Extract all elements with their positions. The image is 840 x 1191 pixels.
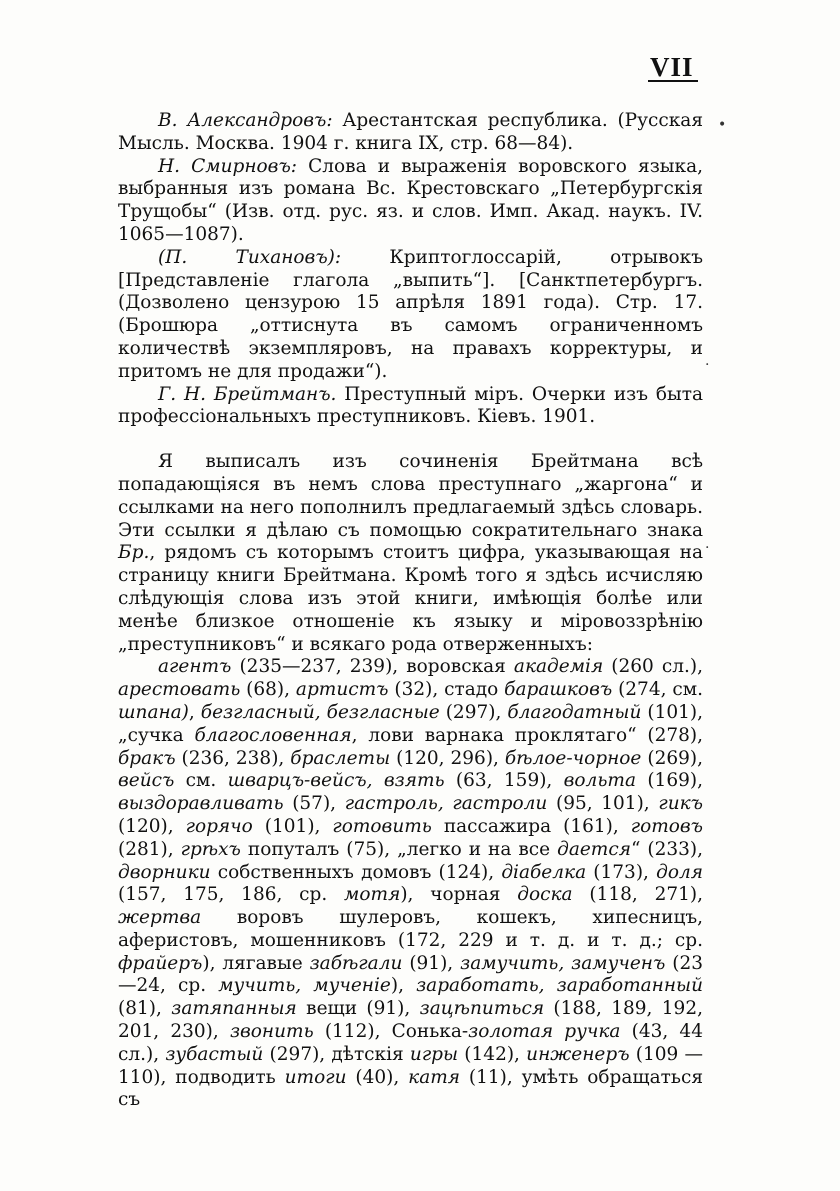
margin-mark: •	[718, 117, 727, 133]
list-text: (169),	[636, 770, 703, 792]
term: забѣгали	[309, 952, 403, 974]
bib-entry	[118, 156, 703, 247]
bib-author: Г. Н. Брейтманъ.	[158, 383, 337, 405]
term: итоги	[284, 1066, 347, 1088]
list-text: (95, 101),	[547, 793, 659, 815]
list-text: (91),	[402, 952, 461, 974]
list-text: (68),	[240, 679, 296, 701]
list-text: ), лягавые	[202, 952, 310, 974]
term: бракъ	[118, 747, 176, 769]
word-list-paragraph	[118, 656, 703, 1112]
list-text: (40),	[346, 1066, 409, 1088]
term: золотая ручка	[468, 1021, 621, 1043]
list-text: (32), стадо	[388, 679, 505, 701]
bib-author: (П. Тихановъ):	[158, 246, 342, 268]
list-text: (236, 238),	[175, 747, 291, 769]
list-text: (63, 159),	[444, 770, 564, 792]
term: діабелка	[501, 861, 587, 883]
list-text: (235—237, 239), воровская	[231, 656, 514, 678]
term: агентъ	[158, 656, 232, 678]
term: бѣлое-чорное	[504, 747, 642, 769]
intro-text: , рядомъ съ которымъ стоитъ цифра, указывающая на страницу книги Брейтмана. Кромѣ того я здѣсь исчисляю слѣдующія слова изъ этой книги, имѣющія болѣе или менѣе близкое отношеніе къ языку и міровоззрѣнію „преступниковъ“ и всякаго рода отверженныхъ:	[118, 542, 703, 655]
list-text: (101),	[252, 815, 333, 837]
intro-paragraph	[118, 451, 703, 656]
list-text: (11), умѣть обращаться съ	[118, 1066, 703, 1111]
term: мучить, мученіе	[218, 975, 391, 997]
term: замучить, замученъ	[460, 952, 666, 974]
term: готовить	[332, 815, 432, 837]
list-text: (274, см.	[612, 679, 703, 701]
list-text: см.	[174, 770, 228, 792]
term: шварцъ-вейсъ, взять	[227, 770, 445, 792]
list-text: (23—24, ср.	[118, 952, 703, 997]
term: барашковъ	[504, 679, 613, 701]
term: грѣхъ	[180, 838, 241, 860]
list-text: (118, 271),	[572, 884, 703, 906]
list-text: пассажира (161),	[431, 815, 631, 837]
list-text: (188, 189, 192, 201, 230),	[118, 998, 703, 1043]
bib-entry	[118, 247, 703, 384]
term: дается	[557, 838, 631, 860]
list-text: (269),	[641, 747, 703, 769]
margin-mark: .	[705, 353, 710, 369]
term: зубастый	[165, 1043, 264, 1065]
list-text: (120),	[118, 815, 186, 837]
list-text: воровъ шулеровъ, кошекъ, хипесницъ, аферистовъ, мошенниковъ (172, 229 и т. д. и т. д.; ср.	[118, 907, 703, 951]
term: катя	[408, 1066, 461, 1088]
list-text: (157, 175, 186, ср.	[118, 884, 345, 906]
page-number: VII	[650, 52, 694, 82]
margin-mark: .	[705, 536, 710, 552]
list-text: (297), дѣтскія	[263, 1043, 410, 1065]
page-body	[118, 110, 703, 1112]
list-text: (57),	[283, 793, 345, 815]
list-text: ), чорная	[400, 884, 518, 906]
term: мотя	[344, 884, 401, 906]
term: вольта	[563, 770, 636, 792]
list-text: ,	[188, 701, 201, 723]
term: вейсъ	[118, 770, 175, 792]
bib-text: Криптоглоссарій, отрывокъ [Представленіе глагола „выпить“]. [Санктпетербургъ. (Дозволено цензурою 15 апрѣля 1891 года). Стр. 17. (Брошюра „оттиснута въ самомъ ограниченномъ количествѣ экземпляровъ, на правахъ корректуры, и притомъ не для продажи“).	[118, 246, 703, 382]
term: арестовать	[118, 679, 241, 701]
term: фрайеръ	[118, 952, 203, 974]
list-text: (81),	[118, 998, 172, 1020]
bib-text: Преступный міръ. Очерки изъ быта профессіональныхъ преступниковъ. Кіевъ. 1901.	[118, 383, 703, 428]
list-text: ),	[390, 975, 417, 997]
list-text: (112), Сонька-	[313, 1021, 469, 1043]
list-text: (281),	[118, 838, 181, 860]
term: дворники	[118, 861, 211, 883]
list-text: попуталъ (75), „легко и на все	[240, 838, 558, 860]
list-text: (43, 44 сл.),	[118, 1021, 703, 1065]
term: готовъ	[630, 815, 703, 837]
list-text: , лови варнака проклятаго“ (278),	[351, 724, 703, 746]
term: доля	[656, 861, 704, 883]
term: игры	[409, 1043, 459, 1065]
bibliography	[118, 110, 703, 429]
term: инженеръ	[526, 1043, 630, 1065]
list-text: (260 сл.),	[603, 656, 703, 678]
term: благословенная	[194, 724, 352, 746]
list-text: “ (233),	[630, 838, 704, 860]
bib-text: Слова и выраженія воровского языка, выбранныя изъ романа Вс. Крестовскаго „Петербургскія Трущобы“ (Изв. отд. рус. яз. и слов. Имп. Акад. наукъ. IV. 1065—1087).	[118, 155, 703, 245]
list-text: (297),	[439, 701, 508, 723]
bib-author: Н. Смирновъ:	[158, 155, 298, 177]
bib-entry	[118, 110, 703, 156]
bib-entry	[118, 384, 703, 430]
term: жертва	[118, 907, 202, 929]
list-text: вещи (91),	[296, 998, 420, 1020]
word-list	[118, 656, 703, 1112]
term: доска	[517, 884, 573, 906]
term: академія	[513, 656, 604, 678]
term: благодатный	[507, 701, 642, 723]
term: заработать, заработанный	[416, 975, 704, 997]
term: шпана)	[118, 701, 189, 723]
term: артистъ	[295, 679, 389, 701]
list-text: (120, 296),	[390, 747, 505, 769]
term: звонить	[229, 1021, 314, 1043]
term: браслеты	[290, 747, 391, 769]
list-text: (142),	[458, 1043, 527, 1065]
term: затяпанныя	[171, 998, 297, 1020]
abbreviation: Бр.	[118, 542, 150, 564]
term: зацѣпиться	[419, 998, 545, 1020]
list-text: (109 — 110), подводить	[118, 1043, 704, 1088]
term: безгласный, безгласные	[200, 701, 440, 723]
term: гикъ	[658, 793, 703, 815]
list-text: собственныхъ домовъ (124),	[210, 861, 502, 883]
term: выздоравливать	[118, 793, 284, 815]
bib-text: Арестантская республика. (Русская Мысль. Москва. 1904 г. книга IX, стр. 68—84).	[118, 110, 703, 154]
list-text: (173),	[586, 861, 657, 883]
intro-text: Я выписалъ изъ сочиненія Брейтмана всѣ попадающіяся въ немъ слова преступнаго „жаргона“ и ссылками на него пополнилъ предлагаемый здѣсь словарь. Эти ссылки я дѣлаю съ помощью сократительнаго знака	[118, 451, 703, 541]
term: гастроль, гастроли	[344, 793, 548, 815]
list-text: (101), „сучка	[118, 701, 704, 746]
bib-author: В. Александровъ:	[158, 110, 333, 131]
term: горячо	[185, 815, 253, 837]
